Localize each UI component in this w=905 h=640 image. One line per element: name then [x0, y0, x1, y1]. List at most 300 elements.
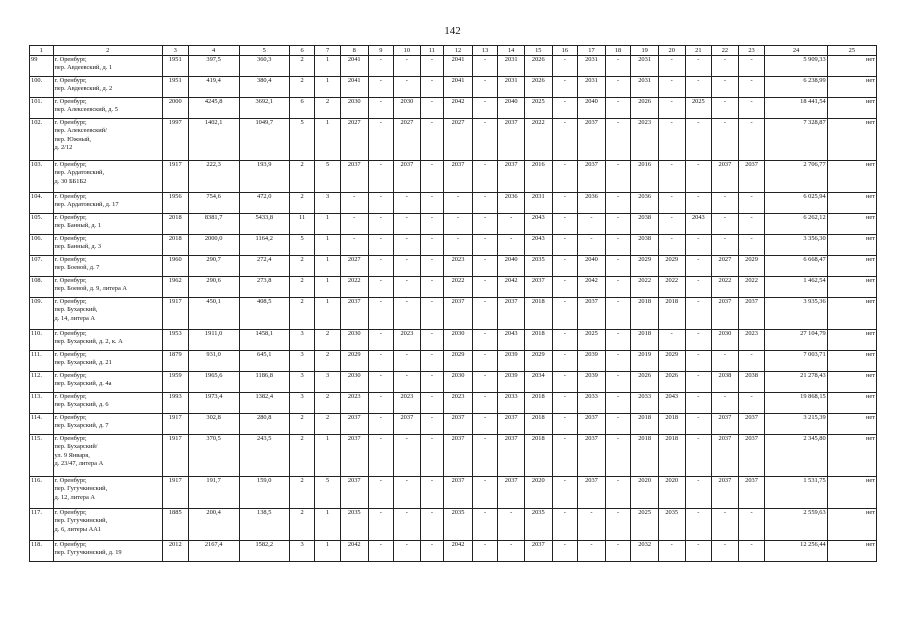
table-row — [30, 414, 877, 435]
column-header: 16 — [552, 46, 578, 56]
value-cell: 2023 — [738, 330, 765, 351]
column-header: 8 — [340, 46, 368, 56]
column-header: 25 — [827, 46, 876, 56]
value-cell: - — [685, 330, 712, 351]
value-cell: 2020 — [524, 477, 552, 509]
value-cell: 2020 — [631, 477, 659, 509]
value-cell: 2018 — [631, 298, 659, 330]
flag-cell: нет — [827, 214, 876, 235]
value-cell: 138,5 — [239, 509, 289, 541]
value-cell: - — [712, 393, 739, 414]
value-cell: 2022 — [658, 277, 685, 298]
value-cell: - — [472, 509, 498, 541]
cost-cell: 1 462,54 — [765, 277, 827, 298]
value-cell: 2018 — [658, 414, 685, 435]
value-cell: 222,3 — [188, 161, 239, 193]
address-cell — [53, 330, 162, 351]
row-number: 104. — [30, 193, 54, 214]
value-cell: - — [685, 435, 712, 477]
value-cell: - — [368, 330, 394, 351]
address-line: г. Оренбург, — [54, 477, 87, 484]
value-cell: 1164,2 — [239, 235, 289, 256]
value-cell: - — [712, 509, 739, 541]
value-cell: 2037 — [712, 161, 739, 193]
value-cell: 2 — [289, 414, 315, 435]
value-cell: - — [394, 77, 421, 98]
value-cell: 1879 — [162, 351, 188, 372]
value-cell: 2039 — [498, 351, 525, 372]
value-cell: - — [605, 98, 631, 119]
address-cell — [53, 393, 162, 414]
value-cell: - — [552, 330, 578, 351]
value-cell: 290,7 — [188, 256, 239, 277]
column-header-row — [30, 46, 877, 56]
value-cell: 1 — [315, 298, 341, 330]
table-row — [30, 372, 877, 393]
value-cell: 2 — [289, 277, 315, 298]
value-cell: - — [472, 277, 498, 298]
value-cell: - — [552, 298, 578, 330]
value-cell: 6 — [289, 98, 315, 119]
flag-cell: нет — [827, 541, 876, 562]
value-cell: - — [605, 330, 631, 351]
value-cell: 2 — [289, 56, 315, 77]
value-cell: 1 — [315, 541, 341, 562]
row-number: 117. — [30, 509, 54, 541]
address-cell — [53, 256, 162, 277]
value-cell: 2023 — [444, 393, 473, 414]
value-cell: 2043 — [498, 330, 525, 351]
value-cell: 2012 — [162, 541, 188, 562]
address-cell — [53, 235, 162, 256]
value-cell: 2036 — [498, 193, 525, 214]
row-number: 110. — [30, 330, 54, 351]
value-cell: - — [498, 214, 525, 235]
value-cell: - — [368, 435, 394, 477]
value-cell: 3 — [315, 193, 341, 214]
value-cell: 2037 — [444, 161, 473, 193]
value-cell: - — [685, 77, 712, 98]
value-cell: 2026 — [631, 372, 659, 393]
address-line: г. Оренбург, — [54, 56, 87, 63]
value-cell: 2041 — [444, 77, 473, 98]
value-cell: 2 — [289, 193, 315, 214]
value-cell: 2037 — [738, 477, 765, 509]
column-header: 1 — [30, 46, 54, 56]
flag-cell: нет — [827, 256, 876, 277]
value-cell: - — [420, 541, 444, 562]
address-line: г. Оренбург, — [54, 393, 87, 400]
value-cell: - — [472, 56, 498, 77]
value-cell: 2023 — [631, 119, 659, 161]
value-cell: - — [712, 214, 739, 235]
value-cell: - — [420, 372, 444, 393]
row-number: 105. — [30, 214, 54, 235]
address-cell — [53, 77, 162, 98]
column-header: 20 — [658, 46, 685, 56]
value-cell: 2030 — [394, 98, 421, 119]
value-cell: - — [738, 193, 765, 214]
value-cell: 2029 — [658, 256, 685, 277]
value-cell: - — [394, 509, 421, 541]
flag-cell: нет — [827, 435, 876, 477]
address-line: пер. Ардатовский, — [54, 169, 105, 177]
value-cell: - — [605, 214, 631, 235]
address-line: д. 23/47, литера А — [54, 460, 104, 468]
value-cell: 2 — [289, 477, 315, 509]
column-header: 12 — [444, 46, 473, 56]
cost-cell: 6 025,94 — [765, 193, 827, 214]
value-cell: - — [394, 541, 421, 562]
value-cell: 2022 — [524, 119, 552, 161]
value-cell: 2018 — [162, 214, 188, 235]
value-cell: 1917 — [162, 477, 188, 509]
value-cell: 2022 — [340, 277, 368, 298]
value-cell: - — [394, 435, 421, 477]
value-cell: 2 — [289, 509, 315, 541]
value-cell: 2033 — [578, 393, 606, 414]
value-cell: - — [368, 351, 394, 372]
row-number: 118. — [30, 541, 54, 562]
value-cell: - — [368, 193, 394, 214]
value-cell: - — [420, 193, 444, 214]
column-header: 15 — [524, 46, 552, 56]
value-cell: 2026 — [631, 98, 659, 119]
value-cell: 1582,2 — [239, 541, 289, 562]
value-cell: - — [394, 277, 421, 298]
value-cell: 2037 — [578, 298, 606, 330]
value-cell: - — [738, 98, 765, 119]
address-cell — [53, 193, 162, 214]
value-cell: 2038 — [631, 214, 659, 235]
value-cell: 2037 — [340, 161, 368, 193]
address-line: пер. Бухарский, д. 7 — [54, 422, 109, 430]
flag-cell: нет — [827, 509, 876, 541]
value-cell: 2037 — [340, 477, 368, 509]
address-line: г. Оренбург, — [54, 98, 87, 105]
value-cell: 243,5 — [239, 435, 289, 477]
value-cell: - — [498, 509, 525, 541]
value-cell: 2035 — [444, 509, 473, 541]
table-row — [30, 98, 877, 119]
value-cell: 2 — [315, 393, 341, 414]
table-row — [30, 541, 877, 562]
value-cell: 2030 — [340, 98, 368, 119]
value-cell: - — [658, 161, 685, 193]
value-cell: 2 — [315, 351, 341, 372]
value-cell: - — [658, 193, 685, 214]
column-header: 3 — [162, 46, 188, 56]
row-number: 102. — [30, 119, 54, 161]
value-cell: 1917 — [162, 435, 188, 477]
value-cell: - — [712, 56, 739, 77]
row-number: 112. — [30, 372, 54, 393]
value-cell: 1 — [315, 509, 341, 541]
address-cell — [53, 214, 162, 235]
value-cell: 1956 — [162, 193, 188, 214]
value-cell: 2023 — [394, 330, 421, 351]
value-cell: - — [738, 393, 765, 414]
value-cell: - — [552, 193, 578, 214]
value-cell: 2037 — [444, 477, 473, 509]
value-cell: - — [420, 256, 444, 277]
column-header: 22 — [712, 46, 739, 56]
value-cell: 2027 — [340, 256, 368, 277]
value-cell: - — [658, 541, 685, 562]
value-cell: 3 — [289, 372, 315, 393]
value-cell: 2038 — [712, 372, 739, 393]
value-cell: 1951 — [162, 56, 188, 77]
value-cell: 2037 — [498, 119, 525, 161]
flag-cell: нет — [827, 372, 876, 393]
value-cell: - — [685, 235, 712, 256]
value-cell: 2037 — [498, 477, 525, 509]
address-line: пер. Бухарский, д. 21 — [54, 359, 112, 367]
value-cell: 2035 — [524, 256, 552, 277]
value-cell: 2000 — [162, 98, 188, 119]
address-cell — [53, 119, 162, 161]
value-cell: - — [605, 541, 631, 562]
value-cell: 2035 — [524, 509, 552, 541]
buildings-table — [29, 45, 877, 562]
cost-cell: 1 531,75 — [765, 477, 827, 509]
value-cell: - — [420, 435, 444, 477]
address-line: пер. Алексеевский/ — [54, 127, 107, 135]
value-cell: 2026 — [524, 56, 552, 77]
value-cell: - — [394, 235, 421, 256]
value-cell: - — [368, 119, 394, 161]
flag-cell: нет — [827, 193, 876, 214]
value-cell: 2035 — [340, 509, 368, 541]
value-cell: - — [472, 541, 498, 562]
value-cell: - — [552, 435, 578, 477]
value-cell: 2 — [315, 330, 341, 351]
value-cell: 2026 — [524, 77, 552, 98]
value-cell: 2031 — [578, 56, 606, 77]
value-cell: 754,6 — [188, 193, 239, 214]
address-line: пер. Банный, д. 3 — [54, 243, 102, 251]
value-cell: 2035 — [658, 509, 685, 541]
value-cell: 2037 — [712, 414, 739, 435]
value-cell: 2018 — [524, 435, 552, 477]
value-cell: 2043 — [524, 214, 552, 235]
value-cell: - — [552, 414, 578, 435]
address-cell — [53, 351, 162, 372]
column-header: 11 — [420, 46, 444, 56]
value-cell: 2018 — [524, 330, 552, 351]
value-cell: - — [368, 77, 394, 98]
table-row — [30, 193, 877, 214]
value-cell: 2030 — [444, 372, 473, 393]
value-cell: - — [394, 477, 421, 509]
value-cell: 1 — [315, 435, 341, 477]
value-cell: - — [605, 193, 631, 214]
value-cell: 1965,6 — [188, 372, 239, 393]
cost-cell: 19 868,15 — [765, 393, 827, 414]
value-cell: - — [394, 256, 421, 277]
value-cell: - — [552, 119, 578, 161]
flag-cell: нет — [827, 235, 876, 256]
column-header: 13 — [472, 46, 498, 56]
value-cell: - — [605, 435, 631, 477]
value-cell: 2018 — [631, 330, 659, 351]
value-cell: 1049,7 — [239, 119, 289, 161]
value-cell: 1885 — [162, 509, 188, 541]
value-cell: 2022 — [738, 277, 765, 298]
value-cell: - — [738, 119, 765, 161]
value-cell: - — [498, 235, 525, 256]
value-cell: - — [552, 214, 578, 235]
value-cell: 2037 — [498, 414, 525, 435]
address-line: пер. Южный, — [54, 135, 91, 143]
column-header: 18 — [605, 46, 631, 56]
value-cell: 4245,8 — [188, 98, 239, 119]
value-cell: 2043 — [524, 235, 552, 256]
address-line: пер. Боевой, д. 9, литера А — [54, 285, 128, 293]
value-cell: 2039 — [578, 351, 606, 372]
value-cell: - — [738, 214, 765, 235]
value-cell: 2033 — [498, 393, 525, 414]
value-cell: - — [472, 77, 498, 98]
value-cell: - — [605, 161, 631, 193]
value-cell: - — [685, 119, 712, 161]
value-cell: 2018 — [524, 414, 552, 435]
value-cell: 290,6 — [188, 277, 239, 298]
value-cell: 1917 — [162, 161, 188, 193]
value-cell: - — [368, 298, 394, 330]
value-cell: 2036 — [578, 193, 606, 214]
table-row — [30, 235, 877, 256]
value-cell: - — [472, 161, 498, 193]
value-cell: - — [420, 477, 444, 509]
address-line: ул. 9 Января, — [54, 451, 90, 459]
address-line: пер. Бухарский, д. 6 — [54, 401, 109, 409]
value-cell: - — [578, 214, 606, 235]
table-row — [30, 77, 877, 98]
value-cell: - — [605, 256, 631, 277]
value-cell: - — [420, 277, 444, 298]
address-cell — [53, 509, 162, 541]
value-cell: 5 — [315, 477, 341, 509]
flag-cell: нет — [827, 119, 876, 161]
address-cell — [53, 56, 162, 77]
value-cell: - — [712, 235, 739, 256]
address-line: д. 2/12 — [54, 144, 73, 152]
value-cell: 2037 — [498, 161, 525, 193]
address-line: г. Оренбург, — [54, 541, 87, 548]
table-row — [30, 435, 877, 477]
cost-cell: 3 935,36 — [765, 298, 827, 330]
value-cell: 2039 — [498, 372, 525, 393]
value-cell: 5 — [289, 119, 315, 161]
value-cell: 2018 — [524, 393, 552, 414]
column-header: 9 — [368, 46, 394, 56]
value-cell: 2167,4 — [188, 541, 239, 562]
column-header: 4 — [188, 46, 239, 56]
value-cell: 2025 — [631, 509, 659, 541]
value-cell: 2 — [289, 161, 315, 193]
value-cell: - — [472, 193, 498, 214]
value-cell: - — [472, 393, 498, 414]
value-cell: - — [605, 393, 631, 414]
flag-cell: нет — [827, 330, 876, 351]
row-number: 114. — [30, 414, 54, 435]
value-cell: 2037 — [712, 477, 739, 509]
value-cell: - — [368, 509, 394, 541]
value-cell: 2043 — [685, 214, 712, 235]
value-cell: 2029 — [631, 256, 659, 277]
table-row — [30, 56, 877, 77]
column-header: 23 — [738, 46, 765, 56]
value-cell: 2038 — [738, 372, 765, 393]
value-cell: 2037 — [444, 414, 473, 435]
value-cell: - — [552, 372, 578, 393]
address-cell — [53, 161, 162, 193]
value-cell: - — [552, 77, 578, 98]
value-cell: - — [605, 77, 631, 98]
value-cell: - — [394, 372, 421, 393]
value-cell: - — [420, 393, 444, 414]
value-cell: 2037 — [578, 119, 606, 161]
value-cell: 1997 — [162, 119, 188, 161]
value-cell: 2037 — [444, 298, 473, 330]
value-cell: 3 — [289, 541, 315, 562]
value-cell: 2042 — [444, 98, 473, 119]
value-cell: - — [578, 235, 606, 256]
value-cell: - — [420, 56, 444, 77]
value-cell: 2037 — [394, 161, 421, 193]
value-cell: 1 — [315, 256, 341, 277]
value-cell: 1953 — [162, 330, 188, 351]
value-cell: 2018 — [524, 298, 552, 330]
value-cell: 472,0 — [239, 193, 289, 214]
value-cell: - — [712, 119, 739, 161]
value-cell: 2041 — [444, 56, 473, 77]
value-cell: 397,5 — [188, 56, 239, 77]
cost-cell: 3 356,30 — [765, 235, 827, 256]
value-cell: 2042 — [444, 541, 473, 562]
value-cell: 1917 — [162, 414, 188, 435]
cost-cell: 3 215,39 — [765, 414, 827, 435]
value-cell: 1 — [315, 235, 341, 256]
address-line: г. Оренбург, — [54, 435, 87, 442]
address-line: д. 12, литера А — [54, 493, 96, 501]
table-row — [30, 256, 877, 277]
table-row — [30, 277, 877, 298]
address-cell — [53, 98, 162, 119]
value-cell: 1382,4 — [239, 393, 289, 414]
address-line: пер. Гугучкинский, д. 19 — [54, 549, 122, 557]
table-row — [30, 119, 877, 161]
value-cell: - — [340, 235, 368, 256]
value-cell: 3692,1 — [239, 98, 289, 119]
table-row — [30, 351, 877, 372]
value-cell: 2018 — [631, 414, 659, 435]
value-cell: - — [605, 298, 631, 330]
value-cell: - — [552, 256, 578, 277]
value-cell: - — [685, 256, 712, 277]
value-cell: - — [712, 541, 739, 562]
address-line: пер. Бухарский/ — [54, 443, 98, 451]
value-cell: 2030 — [712, 330, 739, 351]
table-row — [30, 477, 877, 509]
value-cell: 419,4 — [188, 77, 239, 98]
value-cell: 2031 — [524, 193, 552, 214]
value-cell: - — [658, 235, 685, 256]
table-row — [30, 298, 877, 330]
value-cell: - — [368, 372, 394, 393]
value-cell: 2037 — [578, 477, 606, 509]
